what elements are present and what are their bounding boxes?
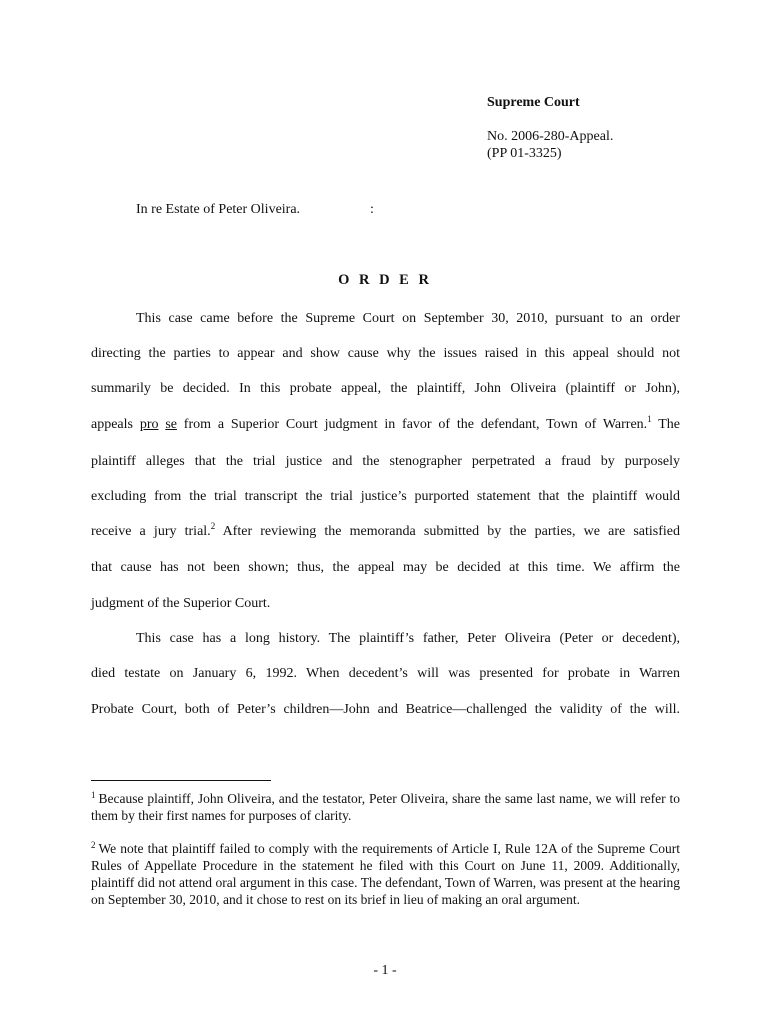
text-run: appeals: [91, 417, 140, 432]
footnote-ref-2[interactable]: 2: [210, 521, 216, 531]
body-line: judgment of the Superior Court.: [91, 596, 271, 611]
case-number: No. 2006-280-Appeal.: [487, 129, 614, 144]
case-caption: In re Estate of Peter Oliveira.: [136, 202, 301, 217]
text-run: from a Superior Court judgment in favor of the defendant, Town of Warren.: [176, 417, 648, 432]
caption-colon: :: [370, 202, 374, 217]
body-line: that cause has not been shown; thus, the appeal may be decided at this time. We affirm the: [91, 560, 680, 575]
footnote-text: Because plaintiff, John Oliveira, and the testator, Peter Oliveira, share the same last name, we will refer to them by their first names for purposes of clarity.: [91, 791, 680, 823]
footnote-number: 1: [91, 790, 96, 800]
body-line: excluding from the trial transcript the trial justice’s purported statement that the plaintiff would: [91, 489, 680, 504]
latin-term-pro: pro: [139, 417, 159, 432]
case-header: [487, 94, 613, 162]
probate-number: (PP 01-3325): [487, 146, 562, 161]
body-line: [91, 523, 680, 541]
footnote-2: [91, 840, 680, 908]
footnote-ref-1[interactable]: 1: [647, 414, 652, 424]
footnote-number: 2: [91, 840, 96, 850]
order-title: O R D E R: [338, 272, 432, 288]
body-line: [91, 416, 680, 434]
body-line: summarily be decided. In this probate appeal, the plaintiff, John Oliveira (plaintiff or John),: [91, 381, 680, 396]
body-line: directing the parties to appear and show cause why the issues raised in this appeal should not: [91, 346, 680, 361]
footnote-divider: [91, 780, 271, 781]
footnote-1: [91, 790, 680, 824]
text-run: The: [651, 417, 681, 432]
body-line: This case came before the Supreme Court on September 30, 2010, pursuant to an order: [136, 311, 680, 326]
body-line: died testate on January 6, 1992. When decedent’s will was presented for probate in Warren: [91, 666, 680, 681]
text-run: receive a jury trial.: [91, 524, 211, 539]
court-name: Supreme Court: [487, 95, 580, 110]
latin-term-se: se: [165, 417, 177, 432]
footnote-text: We note that plaintiff failed to comply with the requirements of Article I, Rule 12A of the Supreme Court Rules of Appellate Procedure in the statement he filed with this Court on June 11, 2009. Additionally, plaintiff did not attend oral argument in this case. The defendant, Town of Warren, was present at the hearing on September 30, 2010, and it chose to rest on its brief in lieu of making an oral argument.: [91, 841, 680, 907]
page-number: - 1 -: [373, 963, 397, 978]
text-run: After reviewing the memoranda submitted by the parties, we are satisfied: [215, 524, 680, 539]
body-line: This case has a long history. The plaintiff’s father, Peter Oliveira (Peter or decedent),: [136, 631, 680, 646]
body-line: Probate Court, both of Peter’s children—John and Beatrice—challenged the validity of the will.: [91, 702, 680, 717]
body-line: plaintiff alleges that the trial justice and the stenographer perpetrated a fraud by purposely: [91, 454, 680, 469]
